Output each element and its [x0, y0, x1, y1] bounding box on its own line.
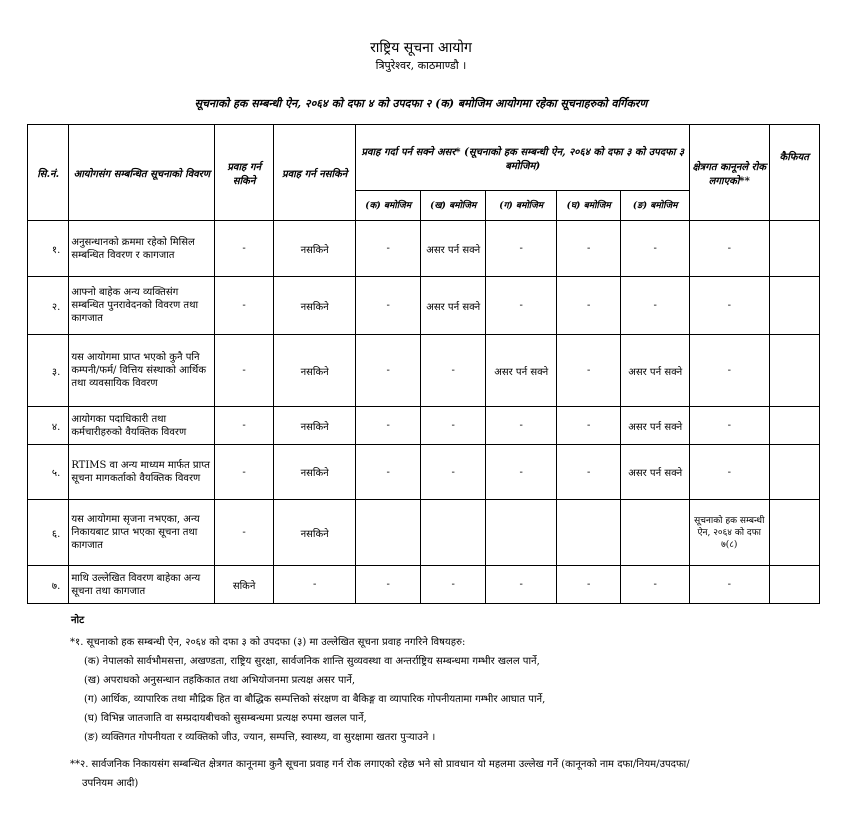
- cell-can: -: [215, 445, 273, 500]
- cell-remarks: [769, 566, 819, 604]
- note-1-item-ka: (क) नेपालको सार्वभौमसत्ता, अखण्डता, राष्ट्रिय सुरक्षा, सार्वजनिक शान्ति सुव्यवस्था वा अन्तर्राष्ट्रिय सम्बन्धमा गम्भीर खलल पार्ने,: [84, 656, 540, 667]
- cell-description: आयोगका पदाधिकारी तथा कर्मचारीहरुको वैयक्तिक विवरण: [69, 407, 215, 445]
- cell-description: माथि उल्लेखित विवरण बाहेका अन्य सूचना तथा कागजात: [69, 566, 215, 604]
- cell-nga: असर पर्न सक्ने: [621, 335, 690, 407]
- cell-remarks: [769, 277, 819, 335]
- cell-gha: -: [556, 566, 620, 604]
- table-row: [28, 566, 820, 604]
- cell-cannot: नसकिने: [273, 407, 356, 445]
- cell-can: -: [215, 500, 273, 566]
- note-2: **२. सार्वजनिक निकायसंग सम्बन्धित क्षेत्रगत कानूनमा कुनै सूचना प्रवाह गर्न रोक लगाएको रहेछ भने सो प्रावधान यो महलमा उल्लेख गर्ने (कानूनको नाम दफा/नियम/उपदफा/: [70, 759, 690, 770]
- document-heading: सूचनाको हक सम्बन्धी ऐन, २०६४ को दफा ४ को उपदफा २ (क) बमोजिम आयोगमा रहेका सूचनाहरुको वर्गिकरण: [194, 97, 648, 110]
- cell-remarks: [769, 500, 819, 566]
- cell-ka: -: [356, 221, 420, 277]
- cell-nga: असर पर्न सक्ने: [621, 445, 690, 500]
- cell-cannot: नसकिने: [273, 500, 356, 566]
- cell-sn: ४.: [28, 407, 69, 445]
- document-title: राष्ट्रिय सूचना आयोग: [370, 40, 472, 56]
- cell-cannot: -: [273, 566, 356, 604]
- cell-ka: -: [356, 566, 420, 604]
- classification-table: [27, 124, 820, 604]
- notes-section: [70, 633, 690, 793]
- header-sub-kha: (ख) बमोजिम: [420, 191, 485, 221]
- table-row: [28, 500, 820, 566]
- cell-nga: [621, 500, 690, 566]
- note-1-item-gha: (घ) विभिन्न जातजाति वा सम्प्रदायबीचको सुसम्बन्धमा प्रत्यक्ष रुपमा खलल पार्ने,: [84, 713, 367, 724]
- table-row: [28, 277, 820, 335]
- table-row: [28, 407, 820, 445]
- table-row: [28, 221, 820, 277]
- cell-nga: असर पर्न सक्ने: [621, 407, 690, 445]
- cell-law: -: [689, 335, 769, 407]
- cell-sn: ७.: [28, 566, 69, 604]
- header-sub-nga: (ङ) बमोजिम: [621, 191, 690, 221]
- document-subtitle: त्रिपुरेश्वर, काठमाण्डौ ।: [375, 59, 467, 72]
- header-cannot-flow: प्रवाह गर्न नसकिने: [273, 125, 356, 221]
- cell-gha: -: [556, 445, 620, 500]
- cell-law: -: [689, 407, 769, 445]
- note-2-continued: उपनियम आदी): [82, 778, 139, 789]
- header-sn: सि.नं.: [28, 125, 69, 221]
- table-row: [28, 445, 820, 500]
- header-can-flow: प्रवाह गर्न सकिने: [215, 125, 273, 221]
- note-1: *१. सूचनाको हक सम्बन्धी ऐन, २०६४ को दफा ३ को उपदफा (३) मा उल्लेखित सूचना प्रवाह नगरिने विषयहरु:: [70, 637, 466, 648]
- header-sub-ga: (ग) बमोजिम: [486, 191, 557, 221]
- cell-can: -: [215, 277, 273, 335]
- cell-sn: ५.: [28, 445, 69, 500]
- cell-sn: २.: [28, 277, 69, 335]
- cell-sn: १.: [28, 221, 69, 277]
- cell-kha: -: [420, 407, 485, 445]
- cell-remarks: [769, 407, 819, 445]
- notes-title: नोट: [71, 615, 85, 626]
- cell-ga: -: [486, 277, 557, 335]
- cell-kha: असर पर्न सक्ने: [420, 221, 485, 277]
- cell-remarks: [769, 221, 819, 277]
- cell-kha: [420, 500, 485, 566]
- cell-law: -: [689, 445, 769, 500]
- note-1-item-nga: (ङ) व्यक्तिगत गोपनीयता र व्यक्तिको जीउ, ज्यान, सम्पत्ति, स्वास्थ्य, वा सुरक्षामा खतरा पुऱ्याउने ।: [84, 732, 436, 743]
- cell-gha: -: [556, 277, 620, 335]
- table-row: [28, 335, 820, 407]
- header-effect: प्रवाह गर्दा पर्न सक्ने असर* (सूचनाको हक सम्बन्धी ऐन, २०६४ को दफा ३ को उपदफा ३ बमोजिम): [356, 125, 690, 191]
- cell-ka: -: [356, 277, 420, 335]
- cell-sn: ६.: [28, 500, 69, 566]
- cell-remarks: [769, 335, 819, 407]
- cell-gha: -: [556, 221, 620, 277]
- cell-law: -: [689, 277, 769, 335]
- cell-description: यस आयोगमा सृजना नभएका, अन्य निकायबाट प्राप्त भएका सूचना तथा कागजात: [69, 500, 215, 566]
- cell-description: यस आयोगमा प्राप्त भएको कुनै पनि कम्पनी/फर्म/ वित्तिय संस्थाको आर्थिक तथा व्यवसायिक विवरण: [69, 335, 215, 407]
- cell-can: सकिने: [215, 566, 273, 604]
- cell-cannot: नसकिने: [273, 445, 356, 500]
- cell-ga: -: [486, 445, 557, 500]
- note-1-item-kha: (ख) अपराधको अनुसन्धान तहकिकात तथा अभियोजनमा प्रत्यक्ष असर पार्ने,: [84, 675, 356, 686]
- cell-law: -: [689, 221, 769, 277]
- cell-cannot: नसकिने: [273, 335, 356, 407]
- cell-nga: -: [621, 277, 690, 335]
- cell-can: -: [215, 407, 273, 445]
- cell-kha: -: [420, 566, 485, 604]
- cell-description: RTIMS वा अन्य माध्यम मार्फत प्राप्त सूचना मागकर्ताको वैयक्तिक विवरण: [69, 445, 215, 500]
- cell-ka: -: [356, 407, 420, 445]
- cell-nga: -: [621, 566, 690, 604]
- cell-law: -: [689, 566, 769, 604]
- cell-law: सूचनाको हक सम्बन्धी ऐन, २०६४ को दफा ७(८): [689, 500, 769, 566]
- cell-can: -: [215, 335, 273, 407]
- note-1-item-ga: (ग) आर्थिक, व्यापारिक तथा मौद्रिक हित वा बौद्धिक सम्पत्तिको संरक्षण वा बैकिङ्ग वा व्यापारिक गोपनीयतामा गम्भीर आघात पार्ने,: [84, 694, 546, 705]
- cell-gha: -: [556, 335, 620, 407]
- cell-nga: -: [621, 221, 690, 277]
- header-sub-ka: (क) बमोजिम: [356, 191, 420, 221]
- cell-cannot: नसकिने: [273, 277, 356, 335]
- cell-description: अनुसन्धानको क्रममा रहेको मिसिल सम्बन्धित विवरण र कागजात: [69, 221, 215, 277]
- cell-ga: [486, 500, 557, 566]
- cell-ka: -: [356, 335, 420, 407]
- header-sectoral-law: क्षेत्रगत कानूनले रोक लगाएको**: [689, 125, 769, 221]
- header-sub-gha: (घ) बमोजिम: [556, 191, 620, 221]
- cell-remarks: [769, 445, 819, 500]
- cell-ka: -: [356, 445, 420, 500]
- cell-can: -: [215, 221, 273, 277]
- cell-ga: -: [486, 566, 557, 604]
- cell-ga: असर पर्न सक्ने: [486, 335, 557, 407]
- cell-ga: -: [486, 221, 557, 277]
- cell-description: आफ्नो बाहेक अन्य व्यक्तिसंग सम्बन्धित पुनरावेदनको विवरण तथा कागजात: [69, 277, 215, 335]
- cell-gha: [556, 500, 620, 566]
- cell-sn: ३.: [28, 335, 69, 407]
- cell-ga: -: [486, 407, 557, 445]
- cell-ka: [356, 500, 420, 566]
- cell-kha: -: [420, 335, 485, 407]
- cell-gha: -: [556, 407, 620, 445]
- cell-cannot: नसकिने: [273, 221, 356, 277]
- cell-kha: -: [420, 445, 485, 500]
- header-remarks: कैफियत: [769, 125, 819, 221]
- cell-kha: असर पर्न सक्ने: [420, 277, 485, 335]
- header-description: आयोगसंग सम्बन्धित सूचनाको विवरण: [69, 125, 215, 221]
